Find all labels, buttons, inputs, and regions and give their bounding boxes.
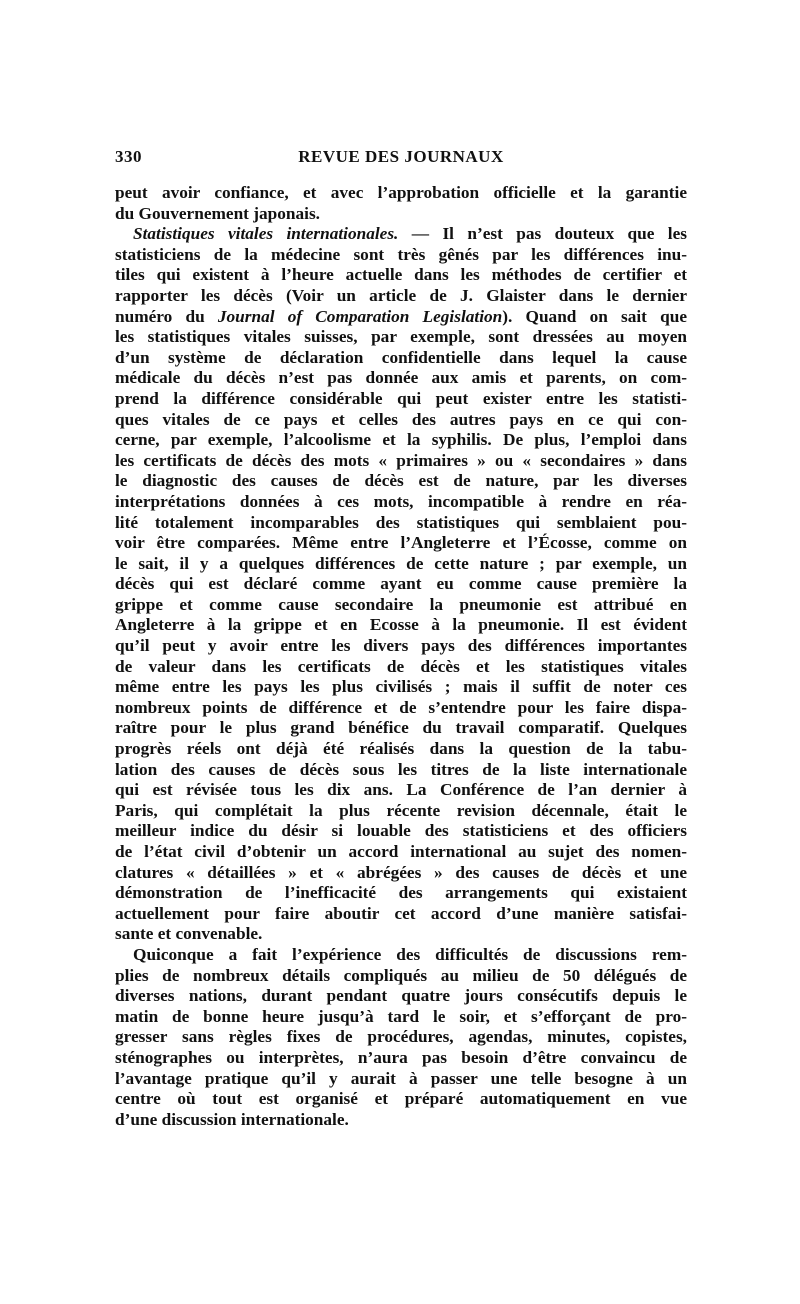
text-line [115, 307, 687, 328]
text-line [115, 842, 687, 863]
running-title: REVUE DES JOURNAUX [298, 147, 504, 166]
text-run: du Gouvernement japonais. [115, 203, 320, 223]
text-run: peut avoir confiance, et avec l’approbation officielle et la garantie [115, 183, 687, 202]
text-line [115, 327, 687, 348]
text-run: statisticiens de la médecine sont très gênés par les différences inu- [115, 244, 687, 264]
text-line [115, 471, 687, 492]
text-run: Paris, qui complétait la plus récente revision décennale, était le [115, 800, 687, 820]
text-run: médicale du décès n’est pas donnée aux amis et parents, on com- [115, 368, 687, 388]
text-line [115, 883, 687, 904]
text-line [115, 224, 687, 245]
page-number: 330 [115, 147, 142, 166]
text-run: de valeur dans les certificats de décès et les statistiques vitales [115, 656, 687, 676]
text-line [115, 1089, 687, 1110]
text-line [115, 265, 687, 286]
text-line [115, 492, 687, 513]
text-line [115, 1110, 687, 1131]
text-line [115, 1007, 687, 1028]
text-line [115, 183, 687, 204]
text-run: grippe et comme cause secondaire la pneumonie est attribué en [115, 594, 687, 614]
text-run: le sait, il y a quelques différences de cette nature ; par exemple, un [115, 553, 687, 573]
text-line [115, 204, 687, 225]
text-run: le diagnostic des causes de décès est de nature, par les diverses [115, 471, 687, 491]
text-line [115, 904, 687, 925]
text-run: qui est révisée tous les dix ans. La Conférence de l’an dernier à [115, 780, 687, 800]
text-line [115, 451, 687, 472]
text-line [115, 595, 687, 616]
text-line [115, 513, 687, 534]
text-run: les statistiques vitales suisses, par exemple, sont dressées au moyen [115, 327, 687, 347]
text-run: sante et convenable. [115, 924, 263, 944]
text-line [115, 966, 687, 987]
text-run: nombreux points de différence et de s’entendre pour les faire dispa- [115, 697, 687, 717]
text-run: progrès réels ont déjà été réalisés dans la question de la tabu- [115, 739, 687, 759]
text-line [115, 533, 687, 554]
text-run: décès qui est déclaré comme ayant eu comme cause première la [115, 574, 687, 594]
text-run: sténographes ou interprètes, n’aura pas besoin d’être convaincu de [115, 1047, 687, 1067]
text-line [115, 615, 687, 636]
text-line [115, 389, 687, 410]
text-run: lation des causes de décès sous les titres de la liste internationale [115, 759, 687, 779]
text-run: diverses nations, durant pendant quatre jours consécutifs depuis le [115, 986, 687, 1006]
text-run: Angleterre à la grippe et en Ecosse à la pneumonie. Il est évident [115, 615, 687, 635]
text-line [115, 1027, 687, 1048]
text-run: même entre les pays les plus civilisés ; mais il suffit de noter ces [115, 677, 687, 697]
text-line [115, 924, 687, 945]
text-run: démonstration de l’inefficacité des arrangements qui existaient [115, 883, 687, 903]
text-run: clatures « détaillées » et « abrégées » des causes de décès et une [115, 862, 687, 882]
article-body [115, 183, 687, 1130]
text-run: qu’il peut y avoir entre les divers pays des différences importantes [115, 636, 687, 656]
italic-text-run: Statistiques vitales internationales. [133, 224, 399, 244]
text-line [115, 348, 687, 369]
text-line [115, 801, 687, 822]
italic-text-run: Journal of Comparation Legislation [217, 306, 503, 326]
page-header [115, 147, 687, 173]
text-line [115, 368, 687, 389]
text-run: cerne, par exemple, l’alcoolisme et la syphilis. De plus, l’emploi dans [115, 430, 687, 450]
text-line [115, 780, 687, 801]
text-line [115, 657, 687, 678]
text-line [115, 554, 687, 575]
text-line [115, 986, 687, 1007]
text-run: interprétations données à ces mots, incompatible à rendre en réa- [115, 491, 687, 511]
text-line [115, 760, 687, 781]
text-line [115, 430, 687, 451]
document-page [115, 147, 687, 1130]
text-run: rapporter les décès (Voir un article de J. Glaister dans le dernier [115, 285, 687, 305]
text-run: matin de bonne heure jusqu’à tard le soir, et s’efforçant de pro- [115, 1006, 687, 1026]
text-line [115, 410, 687, 431]
text-line [115, 636, 687, 657]
text-run: ). Quand on sait que [502, 306, 687, 326]
text-run: actuellement pour faire aboutir cet accord d’une manière satisfai- [115, 903, 687, 923]
text-line [115, 821, 687, 842]
text-line [115, 718, 687, 739]
text-run: d’une discussion internationale. [115, 1109, 349, 1129]
text-run: les certificats de décès des mots « primaires » ou « secondaires » dans [115, 450, 687, 470]
text-line [115, 574, 687, 595]
text-run: voir être comparées. Même entre l’Angleterre et l’Écosse, comme on [115, 533, 687, 553]
text-run: lité totalement incomparables des statistiques qui semblaient pou- [115, 512, 687, 532]
text-run: l’avantage pratique qu’il y aurait à passer une telle besogne à un [115, 1068, 687, 1088]
text-run: gresser sans règles fixes de procédures, agendas, minutes, copistes, [115, 1027, 687, 1047]
text-run: prend la différence considérable qui peut exister entre les statisti- [115, 388, 687, 408]
text-run: numéro du [115, 306, 218, 326]
text-run: centre où tout est organisé et préparé automatiquement en vue [115, 1089, 687, 1109]
text-run: meilleur indice du désir si louable des statisticiens et des officiers [115, 821, 687, 841]
text-line [115, 863, 687, 884]
text-line [115, 286, 687, 307]
text-run: — Il n’est pas douteux que les [398, 224, 687, 244]
text-run: ques vitales de ce pays et celles des autres pays en ce qui con- [115, 409, 687, 429]
text-line [115, 945, 687, 966]
text-run: d’un système de déclaration confidentielle dans lequel la cause [115, 347, 687, 367]
text-line [115, 245, 687, 266]
text-run: Quiconque a fait l’expérience des difficultés de discussions rem- [133, 944, 687, 964]
text-run: de l’état civil d’obtenir un accord international au sujet des nomen- [115, 842, 687, 861]
text-line [115, 698, 687, 719]
text-line [115, 677, 687, 698]
text-line [115, 1048, 687, 1069]
text-run: plies de nombreux détails compliqués au milieu de 50 délégués de [115, 965, 687, 985]
text-line [115, 739, 687, 760]
text-line [115, 1069, 687, 1090]
text-run: tiles qui existent à l’heure actuelle dans les méthodes de certifier et [115, 265, 687, 285]
text-run: raître pour le plus grand bénéfice du travail comparatif. Quelques [115, 718, 687, 738]
